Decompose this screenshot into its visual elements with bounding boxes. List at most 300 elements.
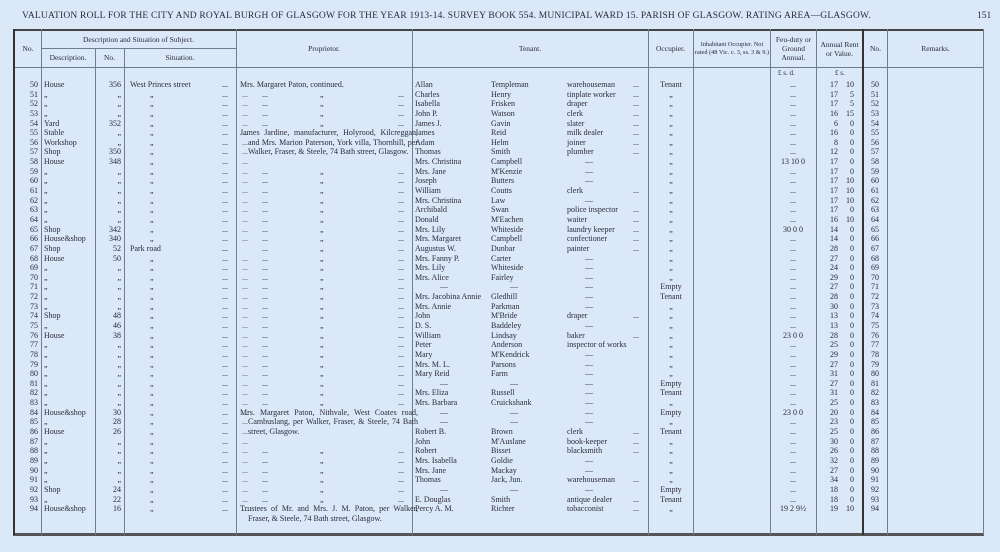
leader-dots: ... (398, 195, 404, 205)
table-row (0, 282, 1000, 292)
leader-dots: ... (633, 504, 639, 514)
feu-duty-cell: 19 2 9½ (780, 504, 806, 514)
table-row (0, 109, 1000, 119)
leader-dots: ... (633, 494, 639, 504)
tenant-first-name: Mrs. Alice (415, 272, 449, 282)
row-number-right: 61 (871, 186, 879, 196)
header-occupier: Occupier. (656, 44, 685, 53)
occupier-cell: „ (669, 253, 673, 263)
row-number: 71 (30, 282, 38, 292)
row-number-right: 91 (871, 475, 879, 485)
description-cell: Shop (44, 243, 61, 253)
row-number-right: 62 (871, 195, 879, 205)
row-number: 73 (30, 301, 38, 311)
tenant-occupation: — (585, 455, 593, 465)
description-cell: „ (44, 89, 48, 99)
proprietor-cell: „ (320, 388, 324, 398)
description-cell: Stable (44, 128, 64, 138)
row-number: 74 (30, 311, 38, 321)
row-number: 67 (30, 243, 38, 253)
situation-cell: „ ... (150, 350, 154, 360)
feu-duty-cell: ... (790, 214, 796, 224)
house-number-cell: „ (117, 108, 121, 118)
tenant-first-name: E. Douglas (415, 494, 451, 504)
tenant-occupation: — (585, 484, 593, 494)
situation-cell: „ ... (150, 109, 154, 119)
rent-shillings: 0 (850, 494, 854, 504)
row-number: 61 (30, 186, 38, 196)
leader-dots: ... (222, 427, 228, 437)
rent-pounds: 27 (830, 465, 838, 475)
description-cell: „ (44, 99, 48, 109)
occupier-cell: „ (669, 108, 673, 118)
house-number-cell: „ (117, 446, 121, 456)
header-num: No. (103, 53, 116, 62)
tenant-occupation: — (585, 282, 593, 292)
feu-duty-cell: ... (790, 166, 796, 176)
table-row (0, 417, 1000, 427)
situation-cell: „ ... (150, 138, 154, 148)
proprietor-cell: „ (320, 234, 324, 244)
row-number: 80 (30, 369, 38, 379)
leader-dots: ... (222, 166, 228, 176)
tenant-surname: Russell (491, 388, 515, 398)
leader-dots: ... (398, 272, 404, 282)
leader-dots: ... (398, 494, 404, 504)
rent-shillings: 0 (850, 446, 854, 456)
situation-cell: „ ... (150, 379, 154, 389)
occupier-cell: „ (669, 446, 673, 456)
situation-cell: „ ... (150, 446, 154, 456)
description-cell: „ (44, 282, 48, 292)
tenant-first-name: — (440, 378, 448, 388)
tenant-surname: Jack, Jun. (491, 475, 523, 485)
house-number-cell: „ (117, 205, 121, 215)
feu-duty-cell: ... (790, 349, 796, 359)
table-row (0, 215, 1000, 225)
occupier-cell: Tenant (660, 427, 682, 437)
house-number-cell: „ (117, 378, 121, 388)
rent-shillings: 0 (850, 253, 854, 263)
situation-cell: „ ... (150, 485, 154, 495)
proprietor-cell: „ (320, 263, 324, 273)
feu-duty-cell: ... (790, 205, 796, 215)
proprietor-cell: „ (320, 224, 324, 234)
leader-dots: ... (398, 108, 404, 118)
leader-dots: ... (262, 176, 268, 186)
tenant-first-name: Mary Reid (415, 369, 450, 379)
tenant-occupation: — (585, 253, 593, 263)
header-proprietor: Proprietor. (308, 44, 340, 53)
leader-dots: ... (262, 272, 268, 282)
feu-duty-cell: 23 0 0 (783, 330, 803, 340)
leader-dots: ... (222, 465, 228, 475)
leader-dots: ... (262, 321, 268, 330)
row-number: 63 (30, 205, 38, 215)
tenant-surname: Gledhill (491, 292, 518, 302)
proprietor-cell: „ (320, 475, 324, 485)
leader-dots: ... (633, 128, 639, 138)
tenant-surname: M'Auslane (491, 436, 526, 446)
situation-cell: „ ... (150, 369, 154, 379)
rent-pounds: 25 (830, 340, 838, 350)
tenant-occupation: — (585, 407, 593, 417)
row-number: 58 (30, 157, 38, 167)
table-row (0, 176, 1000, 186)
row-number-right: 93 (871, 494, 879, 504)
tenant-occupation: — (585, 157, 593, 167)
situation-cell: „ ... (150, 225, 154, 235)
leader-dots: ... (398, 455, 404, 465)
tenant-surname: Richter (491, 504, 515, 514)
tenant-surname: — (510, 417, 518, 427)
occupier-cell: „ (669, 369, 673, 379)
situation-cell: „ ... (150, 128, 154, 138)
rent-pounds: 16 (830, 128, 838, 138)
occupier-cell: „ (669, 301, 673, 311)
rent-pounds: 27 (830, 282, 838, 292)
leader-dots: ... (398, 446, 404, 456)
row-number-right: 79 (871, 359, 879, 369)
tenant-first-name: — (440, 282, 448, 292)
header-remarks: Remarks. (921, 44, 950, 53)
rent-shillings: 0 (850, 224, 854, 234)
situation-cell: „ ... (150, 99, 154, 109)
tenant-occupation: — (585, 292, 593, 302)
situation-cell: „ ... (150, 417, 154, 427)
leader-dots: ... (222, 349, 228, 359)
leader-dots: ... (222, 195, 228, 205)
occupier-cell: „ (669, 455, 673, 465)
house-number-cell: „ (117, 359, 121, 369)
leader-dots: ... (633, 214, 639, 224)
situation-cell: „ ... (150, 176, 154, 186)
description-cell: „ (44, 263, 48, 273)
proprietor-cell: „ (320, 465, 324, 475)
rent-shillings: 0 (850, 272, 854, 282)
description-cell: House (44, 80, 65, 89)
tenant-first-name: Mrs. Annie (415, 301, 451, 311)
feu-duty-cell: ... (790, 475, 796, 485)
table-row (0, 196, 1000, 206)
leader-dots: ... (398, 243, 404, 253)
house-number-cell: 348 (109, 157, 121, 167)
occupier-cell: „ (669, 311, 673, 321)
proprietor-cell: „ (320, 108, 324, 118)
house-number-cell: 48 (113, 311, 121, 321)
tenant-occupation: — (585, 301, 593, 311)
row-number: 84 (30, 407, 38, 417)
house-number-cell: „ (117, 99, 121, 109)
row-number: 83 (30, 398, 38, 408)
tenant-first-name: Archibald (415, 205, 447, 215)
leader-dots: ... (222, 301, 228, 311)
table-row (0, 495, 1000, 505)
row-number-right: 58 (871, 157, 879, 167)
table-bottom-border (13, 533, 984, 536)
rent-pounds: 20 (830, 407, 838, 417)
tenant-surname: Helm (491, 137, 509, 147)
house-number-cell: 356 (109, 80, 121, 89)
table-row (0, 311, 1000, 321)
tenant-first-name: Robert (415, 446, 437, 456)
table-row (0, 234, 1000, 244)
rent-pounds: 28 (830, 292, 838, 302)
proprietor-cell: „ (320, 455, 324, 465)
leader-dots: ... (262, 388, 268, 398)
row-number-right: 94 (871, 504, 879, 514)
tenant-first-name: James (415, 128, 435, 138)
rent-pounds: 16 (830, 214, 838, 224)
leader-dots: ... (633, 118, 639, 128)
row-number: 60 (30, 176, 38, 186)
row-number-right: 59 (871, 166, 879, 176)
feu-duty-cell: 13 10 0 (781, 157, 805, 167)
proprietor-cell: „ (320, 398, 324, 408)
occupier-cell: „ (669, 128, 673, 138)
rent-shillings: 0 (850, 311, 854, 321)
proprietor-cell: „ (320, 311, 324, 321)
tenant-occupation: police inspector (567, 205, 618, 215)
situation-cell: „ ... (150, 427, 154, 437)
occupier-cell: „ (669, 398, 673, 408)
leader-dots: ... (222, 118, 228, 128)
tenant-first-name: Allan (415, 80, 433, 89)
rent-shillings: 0 (850, 292, 854, 302)
row-number: 69 (30, 263, 38, 273)
rent-shillings: 10 (846, 80, 854, 89)
rent-shillings: 0 (850, 157, 854, 167)
situation-cell: „ ... (150, 263, 154, 273)
rent-shillings: 0 (850, 359, 854, 369)
tenant-first-name: — (440, 407, 448, 417)
leader-dots: ... (222, 504, 228, 514)
row-number-right: 88 (871, 446, 879, 456)
rent-shillings: 0 (850, 243, 854, 253)
description-cell: Shop (44, 147, 61, 157)
leader-dots: ... (222, 436, 228, 446)
house-number-cell: „ (117, 89, 121, 99)
leader-dots: ... (633, 89, 639, 99)
tenant-first-name: Isabella (415, 99, 440, 109)
tenant-first-name: John (415, 436, 431, 446)
row-number: 70 (30, 272, 38, 282)
leader-dots: ... (633, 436, 639, 446)
row-number: 59 (30, 166, 38, 176)
occupier-cell: „ (669, 475, 673, 485)
row-number: 87 (30, 436, 38, 446)
table-row (0, 157, 1000, 167)
row-number: 51 (30, 89, 38, 99)
row-number-right: 82 (871, 388, 879, 398)
row-number-right: 51 (871, 89, 879, 99)
situation-cell: „ ... (150, 215, 154, 225)
row-number: 72 (30, 292, 38, 302)
leader-dots: ... (262, 253, 268, 263)
house-number-cell: „ (117, 465, 121, 475)
tenant-surname: Watson (491, 108, 515, 118)
leader-dots: ... (222, 99, 228, 109)
proprietor-cell: „ (320, 282, 324, 292)
feu-duty-cell: ... (790, 137, 796, 147)
tenant-surname: Campbell (491, 234, 523, 244)
tenant-first-name: Joseph (415, 176, 437, 186)
leader-dots: ... (222, 330, 228, 340)
row-number-right: 70 (871, 272, 879, 282)
tenant-surname: Goldie (491, 455, 513, 465)
rent-shillings: 0 (850, 349, 854, 359)
tenant-occupation: baker (567, 330, 585, 340)
row-number-right: 90 (871, 465, 879, 475)
tenant-surname: Cruickshank (491, 398, 532, 408)
situation-cell: „ ... (150, 456, 154, 466)
occupier-cell: „ (669, 504, 673, 514)
leader-dots: ... (633, 446, 639, 456)
tenant-first-name: James J. (415, 118, 442, 128)
situation-cell: „ ... (150, 437, 154, 447)
house-number-cell: 342 (109, 224, 121, 234)
occupier-cell: „ (669, 99, 673, 109)
rent-pounds: 17 (830, 195, 838, 205)
leader-dots: ... (398, 359, 404, 369)
rent-shillings: 0 (850, 205, 854, 215)
table-row (0, 167, 1000, 177)
tenant-surname: M'Kendrick (491, 349, 530, 359)
occupier-cell: „ (669, 157, 673, 167)
situation-cell: „ ... (150, 466, 154, 476)
leader-dots: ... (398, 118, 404, 128)
leader-dots: ... (262, 195, 268, 205)
rent-shillings: 0 (850, 427, 854, 437)
table-row (0, 273, 1000, 283)
table-row (0, 292, 1000, 302)
leader-dots: ... (262, 301, 268, 311)
house-number-cell: 46 (113, 321, 121, 330)
house-number-cell: 352 (109, 118, 121, 128)
proprietor-cell: Mrs. Margaret Paton, Nithvale, West Coates road, Cambuslang, per Walker, Fraser, & Steele, 74 Bath street, Glasgow. (240, 407, 418, 437)
table-row (0, 475, 1000, 485)
situation-cell: „ ... (150, 157, 154, 167)
table-row (0, 186, 1000, 196)
situation-cell: „ ... (150, 321, 154, 331)
situation-cell: „ ... (150, 273, 154, 283)
header-description: Description. (49, 53, 87, 62)
header-no2: No. (869, 44, 882, 53)
description-cell: „ (44, 272, 48, 282)
row-number: 52 (30, 99, 38, 109)
proprietor-cell: „ (320, 176, 324, 186)
tenant-occupation: clerk (567, 108, 583, 118)
leader-dots: ... (633, 243, 639, 253)
description-cell: „ (44, 446, 48, 456)
house-number-cell: 350 (109, 147, 121, 157)
house-number-cell: 52 (113, 243, 121, 253)
leader-dots: ... (633, 108, 639, 118)
row-number: 91 (30, 475, 38, 485)
occupier-cell: „ (669, 272, 673, 282)
description-cell: House (44, 157, 65, 167)
rent-shillings: 0 (850, 407, 854, 417)
tenant-occupation: tinplate worker (567, 89, 616, 99)
feu-duty-cell: ... (790, 417, 796, 427)
rent-shillings: 0 (850, 330, 854, 340)
tenant-first-name: Mrs. Barbara (415, 398, 458, 408)
situation-cell: „ ... (150, 167, 154, 177)
leader-dots: ... (222, 407, 228, 417)
leader-dots: ... (398, 349, 404, 359)
leader-dots: ... (222, 417, 228, 427)
row-number-right: 66 (871, 234, 879, 244)
tenant-occupation: clerk (567, 427, 583, 437)
tenant-occupation: — (585, 166, 593, 176)
situation-cell: „ ... (150, 119, 154, 129)
feu-duty-cell: ... (790, 398, 796, 408)
leader-dots: ... (222, 205, 228, 215)
tenant-occupation: — (585, 388, 593, 398)
house-number-cell: „ (117, 195, 121, 205)
feu-duty-cell: ... (790, 176, 796, 186)
situation-cell: „ ... (150, 475, 154, 485)
leader-dots: ... (398, 388, 404, 398)
occupier-cell: Empty (660, 282, 682, 292)
row-number: 79 (30, 359, 38, 369)
description-cell: „ (44, 108, 48, 118)
leader-dots: ... (398, 99, 404, 109)
tenant-occupation: painter (567, 243, 590, 253)
house-number-cell: „ (117, 214, 121, 224)
description-cell: House (44, 427, 65, 437)
leader-dots: ... (633, 205, 639, 215)
tenant-occupation: laundry keeper (567, 224, 615, 234)
description-cell: „ (44, 378, 48, 388)
description-cell: „ (44, 388, 48, 398)
row-number-right: 63 (871, 205, 879, 215)
leader-dots: ... (222, 263, 228, 273)
leader-dots: ... (262, 205, 268, 215)
house-number-cell: 22 (113, 494, 121, 504)
rent-shillings: 10 (846, 186, 854, 196)
page-number: 151 (977, 11, 992, 21)
row-number: 94 (30, 504, 38, 514)
leader-dots: ... (262, 224, 268, 234)
leader-dots: ... (633, 427, 639, 437)
description-cell: Yard (44, 118, 60, 128)
rent-shillings: 10 (846, 214, 854, 224)
leader-dots: ... (222, 282, 228, 292)
row-number: 93 (30, 494, 38, 504)
rent-shillings: 0 (850, 137, 854, 147)
description-cell: Shop (44, 484, 61, 494)
occupier-cell: „ (669, 214, 673, 224)
table-row (0, 147, 1000, 157)
description-cell: „ (44, 494, 48, 504)
rent-pounds: 19 (830, 504, 838, 514)
leader-dots: ... (398, 166, 404, 176)
feu-duty-cell: ... (790, 311, 796, 321)
row-number: 54 (30, 118, 38, 128)
occupier-cell: „ (669, 465, 673, 475)
rent-pounds: 17 (830, 80, 838, 89)
tenant-occupation: plumber (567, 147, 594, 157)
feu-duty-cell: ... (790, 253, 796, 263)
rent-units: £ s. (835, 69, 845, 77)
row-number-right: 77 (871, 340, 879, 350)
table-row (0, 340, 1000, 350)
tenant-surname: Mackay (491, 465, 517, 475)
tenant-surname: Smith (491, 494, 511, 504)
leader-dots: ... (398, 475, 404, 485)
row-number: 64 (30, 214, 38, 224)
